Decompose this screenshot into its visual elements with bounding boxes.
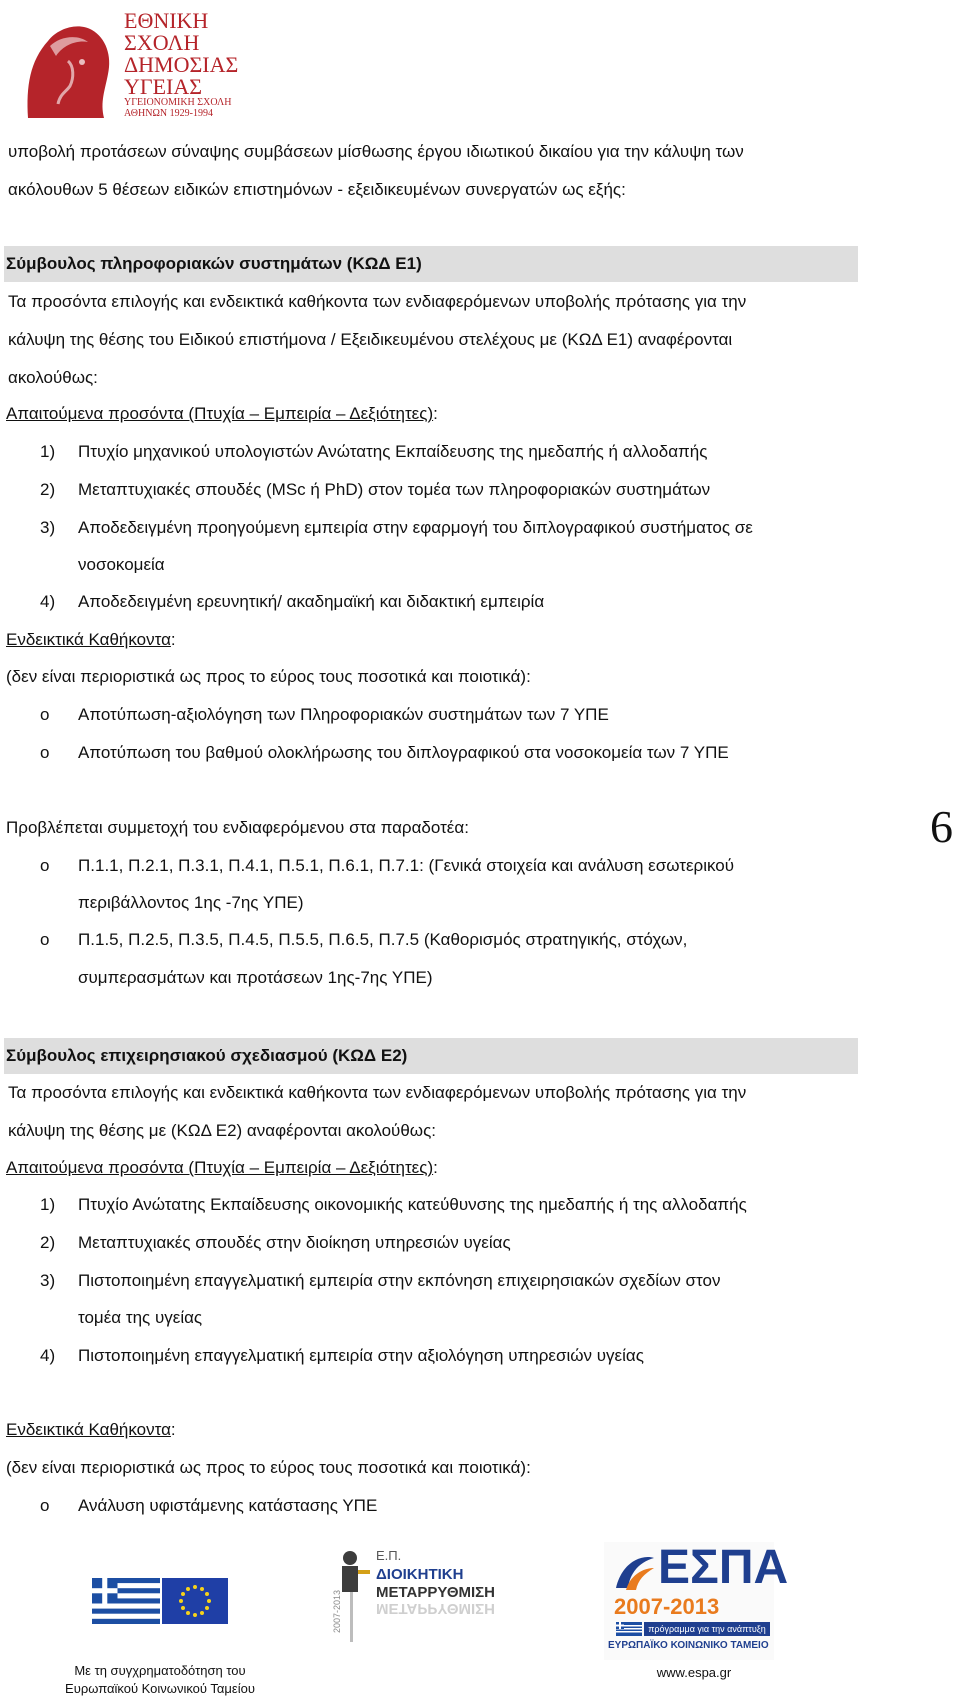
espa-years: 2007-2013 xyxy=(614,1594,720,1619)
section2-heading: Σύμβουλος επιχειρησιακού σχεδιασμού (ΚΩΔ Ε2) xyxy=(6,1046,408,1065)
ep-years: 2007-2013 xyxy=(332,1590,342,1634)
bullet-icon: o xyxy=(40,705,50,724)
section1-duties-label xyxy=(6,628,176,652)
logo-line-1: ΕΘΝΙΚΗ xyxy=(124,8,209,33)
section2-desc-1: Τα προσόντα επιλογής και ενδεικτικά καθήκοντα των ενδιαφερόμενων υποβολής πρότασης για την xyxy=(8,1083,747,1102)
intro-line-2: ακόλουθων 5 θέσεων ειδικών επιστημόνων - εξειδικευμένων συνεργατών ως εξής: xyxy=(8,180,626,199)
section2-duties-label xyxy=(6,1418,176,1442)
section1-deliverables-label: Προβλέπεται συμμετοχή του ενδιαφερόμενου στα παραδοτέα: xyxy=(6,818,469,837)
deliverable-text: Π.1.1, Π.2.1, Π.3.1, Π.4.1, Π.5.1, Π.6.1, Π.7.1: (Γενικά στοιχεία και ανάλυση εσωτερικού xyxy=(78,856,735,875)
duty-text: Αποτύπωση του βαθμού ολοκλήρωσης του διπλογραφικού στα νοσοκομεία των 7 ΥΠΕ xyxy=(78,743,729,762)
req-text: Πιστοποιημένη επαγγελματική εμπειρία στην εκπόνηση επιχειρησιακών σχεδίων στον xyxy=(78,1271,721,1290)
espa-url[interactable]: www.espa.gr xyxy=(656,1665,732,1680)
section1-desc-3: ακολούθως: xyxy=(8,368,98,387)
ep-reform-logo xyxy=(334,1548,504,1648)
req-num: 3) xyxy=(40,1271,56,1290)
logo-sub-1: ΥΓΕΙΟΝΟΜΙΚΗ ΣΧΟΛΗ xyxy=(124,97,232,108)
logo-line-3: ΔΗΜΟΣΙΑΣ xyxy=(124,52,239,77)
duties-label-text: Ενδεικτικά Καθήκοντα xyxy=(6,630,171,649)
req-text: Μεταπτυχιακές σπουδές στην διοίκηση υπηρεσιών υγείας xyxy=(78,1233,511,1252)
deliverable-text-cont: περιβάλλοντος 1ης -7ης ΥΠΕ) xyxy=(78,893,304,912)
duties-label-colon: : xyxy=(170,1420,176,1439)
espa-fund: ΕΥΡΩΠΑΪΚΟ ΚΟΙΝΩΝΙΚΟ ΤΑΜΕΙΟ xyxy=(608,1640,769,1651)
cofund-line-1: Με τη συγχρηματοδότηση του xyxy=(74,1663,246,1678)
cofund-line-2: Ευρωπαϊκού Κοινωνικού Ταμείου xyxy=(65,1681,255,1696)
page-number: 6 xyxy=(930,801,953,852)
bullet-icon: o xyxy=(40,743,50,762)
espa-swirl-icon xyxy=(612,1548,658,1594)
ep-line-1: ΔΙΟΙΚΗΤΙΚΗ xyxy=(376,1566,464,1583)
req-num: 1) xyxy=(40,1195,56,1214)
ep-line-2-reflection: ΜΕΤΑΡΡΥΘΜΙΣΗ xyxy=(376,1600,495,1617)
section1-desc-1: Τα προσόντα επιλογής και ενδεικτικά καθήκοντα των ενδιαφερόμενων υποβολής πρότασης για την xyxy=(8,292,747,311)
req-num: 3) xyxy=(40,518,56,537)
duties-label-colon: : xyxy=(170,630,176,649)
greek-flag-icon xyxy=(92,1578,160,1624)
duties-label-text: Ενδεικτικά Καθήκοντα xyxy=(6,1420,171,1439)
school-logo xyxy=(8,6,258,118)
section2-duties-note: (δεν είναι περιοριστικά ως προς το εύρος τους ποσοτικά και ποιοτικά): xyxy=(6,1458,531,1477)
deliverable-text-cont: συμπερασμάτων και προτάσεων 1ης-7ης ΥΠΕ) xyxy=(78,968,433,987)
requirements-label-text: Απαιτούμενα προσόντα (Πτυχία – Εμπειρία – Δεξιότητες) xyxy=(6,1158,434,1177)
duty-text: Αποτύπωση-αξιολόγηση των Πληροφοριακών συστημάτων των 7 ΥΠΕ xyxy=(78,705,609,724)
req-text: Αποδεδειγμένη προηγούμενη εμπειρία στην εφαρμογή του διπλογραφικού συστήματος σε xyxy=(78,518,753,537)
req-text-cont: τομέα της υγείας xyxy=(78,1308,203,1327)
req-num: 4) xyxy=(40,592,56,611)
espa-logo xyxy=(604,1541,789,1660)
bullet-icon: o xyxy=(40,930,50,949)
req-num: 1) xyxy=(40,442,56,461)
duty-text: Ανάλυση υφιστάμενης κατάστασης ΥΠΕ xyxy=(78,1496,378,1515)
ep-small: Ε.Π. xyxy=(376,1548,402,1563)
requirements-label-colon: : xyxy=(433,404,438,423)
ep-line-2: ΜΕΤΑΡΡΥΘΜΙΣΗ xyxy=(376,1584,495,1601)
req-text: Πτυχίο Ανώτατης Εκπαίδευσης οικονομικής κατεύθυνσης της ημεδαπής ή της αλλοδαπής xyxy=(78,1195,747,1214)
section1-duties-note: (δεν είναι περιοριστικά ως προς το εύρος τους ποσοτικά και ποιοτικά): xyxy=(6,667,531,686)
section2-requirements-label xyxy=(6,1156,438,1180)
section1-requirements-label xyxy=(6,402,438,426)
statue-head-icon xyxy=(8,6,120,118)
req-text: Αποδεδειγμένη ερευνητική/ ακαδημαϊκή και διδακτική εμπειρία xyxy=(78,592,545,611)
espa-flag-icon xyxy=(616,1622,642,1636)
espa-title: ΕΣΠΑ xyxy=(658,1541,789,1594)
req-num: 2) xyxy=(40,480,56,499)
req-text: Πιστοποιημένη επαγγελματική εμπειρία στην αξιολόγηση υπηρεσιών υγείας xyxy=(78,1346,644,1365)
bullet-icon: o xyxy=(40,856,50,875)
logo-line-4: ΥΓΕΙΑΣ xyxy=(124,74,203,99)
req-text: Μεταπτυχιακές σπουδές (MSc ή PhD) στον τομέα των πληροφοριακών συστημάτων xyxy=(78,480,711,499)
espa-tagline: πρόγραμμα για την ανάπτυξη xyxy=(644,1622,770,1636)
req-text: Πτυχίο μηχανικού υπολογιστών Ανώτατης Εκπαίδευσης της ημεδαπής ή αλλοδαπής xyxy=(78,442,708,461)
bullet-icon: o xyxy=(40,1496,50,1515)
req-text-cont: νοσοκομεία xyxy=(78,555,165,574)
intro-line-1: υποβολή προτάσεων σύναψης συμβάσεων μίσθωσης έργου ιδιωτικού δικαίου για την κάλυψη των xyxy=(8,142,744,161)
eu-flag-icon xyxy=(162,1578,228,1624)
section1-heading: Σύμβουλος πληροφοριακών συστημάτων (ΚΩΔ Ε1) xyxy=(6,254,422,273)
section1-desc-2: κάλυψη της θέσης του Ειδικού επιστήμονα / Εξειδικευμένου στελέχους με (ΚΩΔ Ε1) αναφέρονται xyxy=(8,330,733,349)
logo-line-2: ΣΧΟΛΗ xyxy=(124,30,200,55)
logo-sub-2: ΑΘΗΝΩΝ 1929-1994 xyxy=(124,108,213,119)
req-num: 2) xyxy=(40,1233,56,1252)
requirements-label-colon: : xyxy=(433,1158,438,1177)
section2-desc-2: κάλυψη της θέσης με (ΚΩΔ Ε2) αναφέρονται ακολούθως: xyxy=(8,1121,436,1140)
req-num: 4) xyxy=(40,1346,56,1365)
deliverable-text: Π.1.5, Π.2.5, Π.3.5, Π.4.5, Π.5.5, Π.6.5, Π.7.5 (Καθορισμός στρατηγικής, στόχων, xyxy=(78,930,688,949)
requirements-label-text: Απαιτούμενα προσόντα (Πτυχία – Εμπειρία – Δεξιότητες) xyxy=(6,404,434,423)
